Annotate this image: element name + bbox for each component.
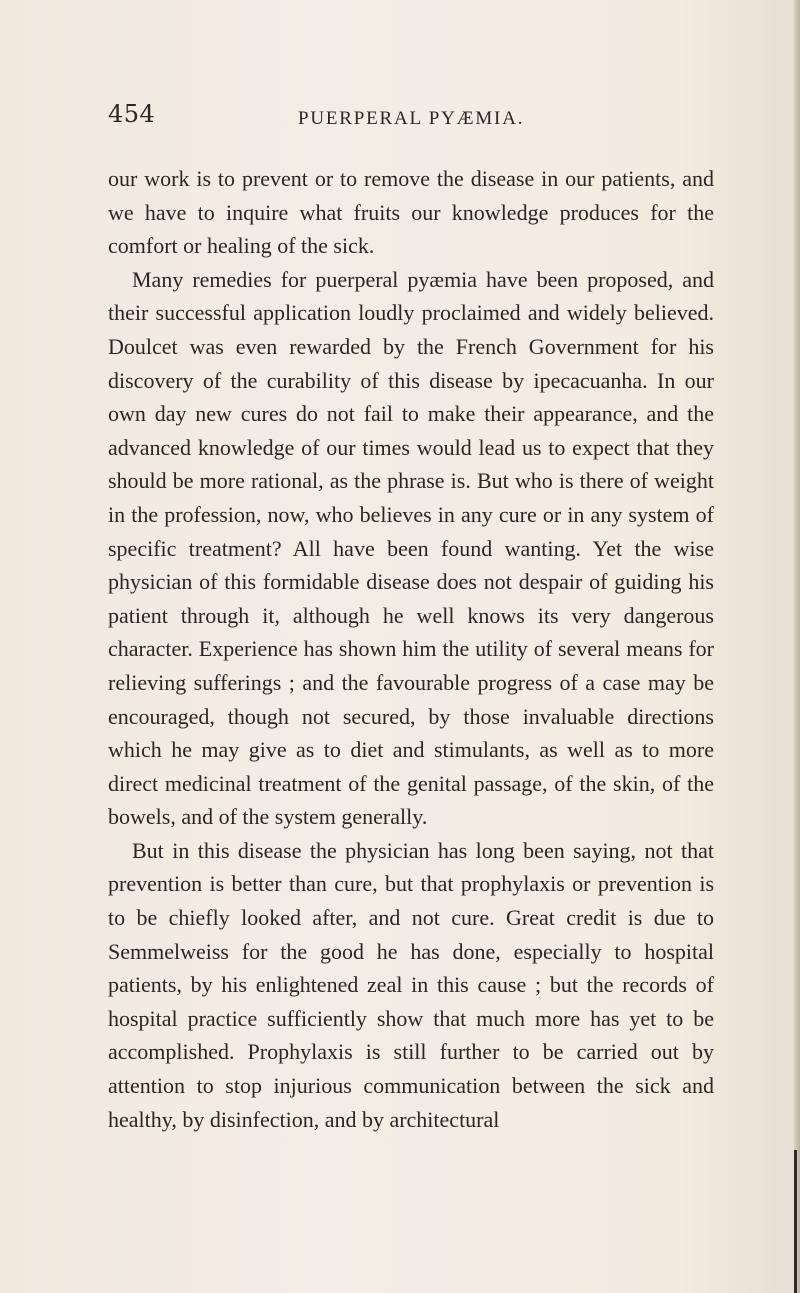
body-text (108, 162, 714, 1136)
page-header (108, 100, 718, 140)
page-number: 454 (108, 100, 156, 128)
paragraph-remedies: Many remedies for puerperal pyæmia have been proposed, and their successful application loudly proclaimed and widely believed. Doulcet was even rewarded by the French Government for his discovery of the curability of this disease by ipecacuanha. In our own day new cures do not fail to make their appearance, and the advanced knowledge of our times would lead us to expect that they should be more rational, as the phrase is. But who is there of weight in the profession, now, who believes in any cure or in any system of specific treatment? All have been found wanting. Yet the wise physician of this formidable disease does not despair of guiding his patient through it, although he well knows its very dangerous character. Experience has shown him the utility of several means for relieving sufferings ; and the favourable progress of a case may be encouraged, though not secured, by those invaluable directions which he may give as to diet and stimulants, as well as to more direct medicinal treatment of the genital passage, of the skin, of the bowels, and of the system generally. (108, 266, 714, 830)
paragraph-continued: our work is to prevent or to remove the disease in our patients, and we have to inquire what fruits our knowledge produces for the comfort or healing of the sick. (108, 166, 714, 259)
page-edge-shadow (794, 0, 800, 1293)
page-edge-mark (794, 1150, 797, 1293)
paragraph-prevention: But in this disease the physician has long been saying, not that prevention is better than cure, but that prophylaxis or prevention is to be chiefly looked after, and not cure. Great credit is due to Semmelweiss for the good he has done, especially to hospital patients, by his enlightened zeal in this cause ; but the records of hospital practice sufficiently show that much more has yet to be accomplished. Prophylaxis is still further to be carried out by attention to stop injurious communication between the sick and healthy, by disinfection, and by architectural (108, 837, 714, 1132)
running-head: PUERPERAL PYÆMIA. (298, 108, 525, 129)
